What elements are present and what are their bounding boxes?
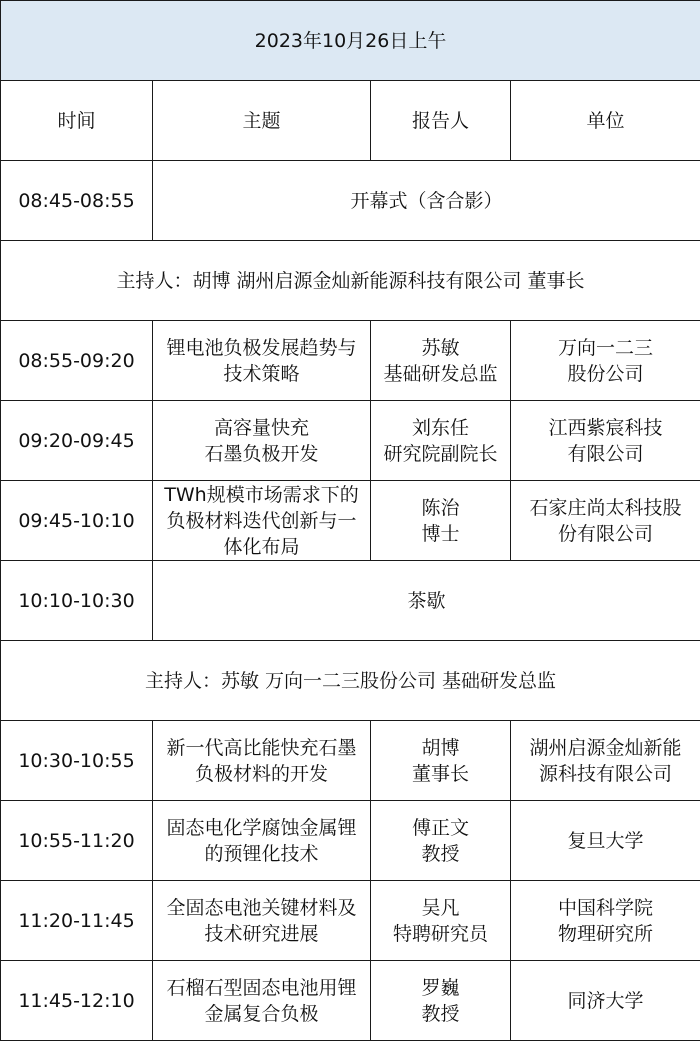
title-row [1,1,700,81]
speaker-cell-line: 博士 [421,522,460,545]
org-cell-line: 同济大学 [567,989,644,1012]
talk-row [1,321,700,401]
header-topic: 主题 [153,81,371,161]
org-cell-line: 源科技有限公司 [539,762,673,785]
topic-cell-line: 技术策略 [223,362,300,385]
speaker-cell-line: 研究院副院长 [383,442,498,465]
org-cell-line: 中国科学院 [558,896,654,919]
org-cell-line: 份有限公司 [558,522,654,545]
time-cell: 11:20-11:45 [1,881,153,961]
speaker-cell-line: 吴凡 [421,896,460,919]
topic-cell-line: 高容量快充 [213,416,309,439]
talk-row [1,401,700,481]
topic-cell [153,881,371,961]
topic-cell [153,401,371,481]
org-cell [511,401,700,481]
speaker-cell [371,961,511,1041]
talk-row [1,721,700,801]
topic-cell-line: 新一代高比能快充石墨 [166,736,357,759]
speaker-cell-line: 特聘研究员 [392,922,488,945]
time-cell: 10:30-10:55 [1,721,153,801]
topic-cell-line: 的预锂化技术 [204,842,319,865]
org-cell [511,481,700,561]
header-speaker: 报告人 [371,81,511,161]
org-cell [511,721,700,801]
org-cell [511,881,700,961]
topic-cell-line: 石榴石型固态电池用锂 [166,976,357,999]
topic-cell [153,721,371,801]
speaker-cell [371,801,511,881]
schedule-title: 2023年10月26日上午 [1,1,700,81]
host-info: 主持人：胡博 湖州启源金灿新能源科技有限公司 董事长 [1,241,700,321]
topic-cell-line: 金属复合负极 [204,1002,319,1025]
time-cell: 11:45-12:10 [1,961,153,1041]
session-title: 开幕式（含合影） [153,161,700,241]
topic-cell-line: 负极材料的开发 [194,762,328,785]
schedule-body [1,1,700,1041]
org-cell-line: 有限公司 [567,442,644,465]
speaker-cell-line: 教授 [421,1002,460,1025]
header-time: 时间 [1,81,153,161]
talk-row [1,481,700,561]
org-cell [511,961,700,1041]
topic-cell-line: 技术研究进展 [204,922,319,945]
time-cell: 08:45-08:55 [1,161,153,241]
topic-cell-line: 全固态电池关键材料及 [166,896,357,919]
topic-cell-line: 锂电池负极发展趋势与 [166,336,357,359]
topic-cell [153,961,371,1041]
session-row [1,561,700,641]
speaker-cell [371,721,511,801]
speaker-cell-line: 董事长 [411,762,469,785]
topic-cell-line: 负极材料迭代创新与一 [166,509,357,532]
topic-cell [153,801,371,881]
org-cell-line: 江西紫宸科技 [548,416,663,439]
speaker-cell-line: 陈治 [421,496,460,519]
time-cell: 10:55-11:20 [1,801,153,881]
session-row [1,161,700,241]
topic-cell [153,321,371,401]
speaker-cell-line: 教授 [421,842,460,865]
talk-row [1,961,700,1041]
org-cell-line: 股份公司 [567,362,644,385]
time-cell: 10:10-10:30 [1,561,153,641]
topic-cell-line: 固态电化学腐蚀金属锂 [166,816,357,839]
speaker-cell-line: 苏敏 [421,336,460,359]
topic-cell-line: 石墨负极开发 [204,442,319,465]
org-cell-line: 湖州启源金灿新能 [529,736,682,759]
host-info: 主持人：苏敏 万向一二三股份公司 基础研发总监 [1,641,700,721]
speaker-cell-line: 罗巍 [421,976,460,999]
header-org: 单位 [511,81,700,161]
speaker-cell [371,481,511,561]
speaker-cell [371,321,511,401]
topic-cell-line: TWh规模市场需求下的 [164,483,359,506]
time-cell: 09:45-10:10 [1,481,153,561]
org-cell-line: 石家庄尚太科技股 [529,496,682,519]
org-cell-line: 万向一二三 [558,336,654,359]
speaker-cell-line: 刘东任 [411,416,469,439]
topic-cell-line: 体化布局 [223,535,300,558]
speaker-cell [371,881,511,961]
time-cell: 08:55-09:20 [1,321,153,401]
org-cell [511,321,700,401]
org-cell [511,801,700,881]
speaker-cell-line: 基础研发总监 [383,362,498,385]
host-row [1,641,700,721]
org-cell-line: 物理研究所 [558,922,654,945]
host-row [1,241,700,321]
speaker-cell-line: 胡博 [421,736,460,759]
org-cell-line: 复旦大学 [567,829,644,852]
session-title: 茶歇 [153,561,700,641]
time-cell: 09:20-09:45 [1,401,153,481]
header-row [1,81,700,161]
topic-cell [153,481,371,561]
talk-row [1,801,700,881]
speaker-cell [371,401,511,481]
speaker-cell-line: 傅正文 [411,816,469,839]
talk-row [1,881,700,961]
